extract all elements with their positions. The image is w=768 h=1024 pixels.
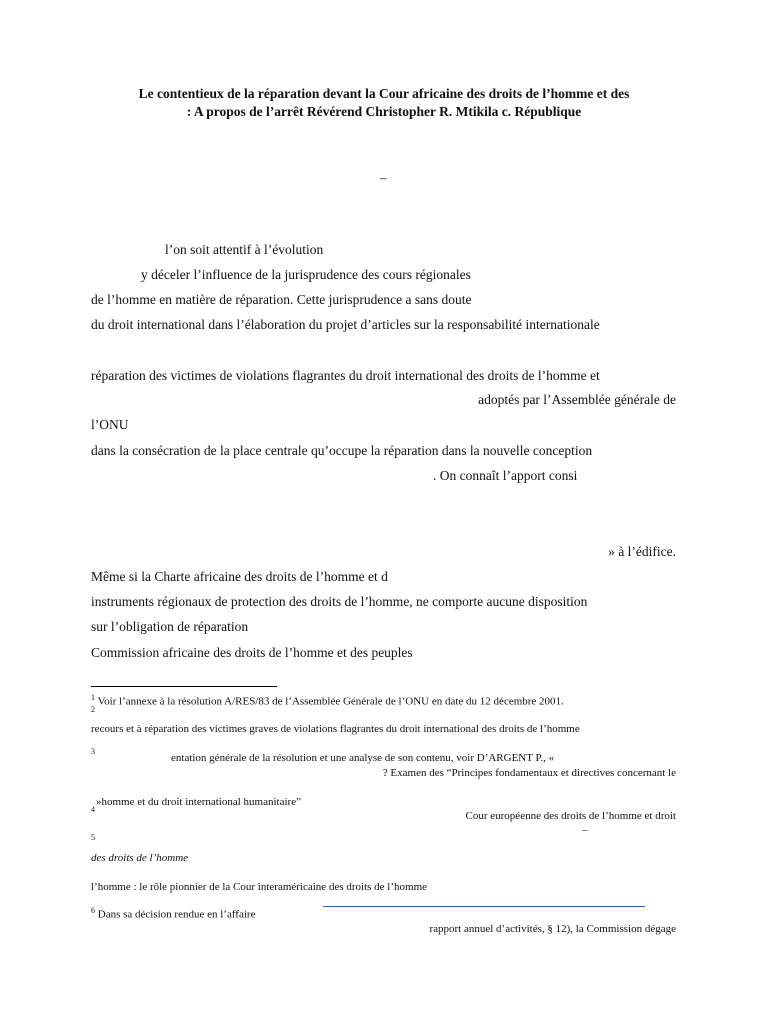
footnote-6-mark: 6 xyxy=(91,906,95,915)
footnote-6 xyxy=(91,907,255,922)
body-line-5: réparation des victimes de violations flagrantes du droit international des droits de l’homme et xyxy=(91,368,600,383)
body-line-1: l’on soit attentif à l’évolution xyxy=(165,242,324,257)
footnote-6-text-b: rapport annuel d’activités, § 12), la Commission dégage xyxy=(429,923,676,935)
body-line-7: l’ONU xyxy=(91,417,129,432)
footnote-1-text: Voir l’annexe à la résolution A/RES/83 de l’Assemblée Générale de l’ONU en date du 12 décembre 2001. xyxy=(97,695,564,708)
body-line-6: adoptés par l’Assemblée générale de xyxy=(478,392,676,407)
footnote-4-text: Cour européenne des droits de l’homme et droit xyxy=(465,810,676,822)
footnote-5-text-b: l’homme : le rôle pionnier de la Cour interaméricaine des droits de l’homme xyxy=(91,881,428,893)
footnote-6-text-a: Dans sa décision rendue en l’affaire xyxy=(97,908,256,921)
body-line-2: y déceler l’influence de la jurisprudence des cours régionales xyxy=(141,267,471,282)
footnote-4-mark: 4 xyxy=(91,805,95,814)
body-line-8: dans la consécration de la place centrale qu’occupe la réparation dans la nouvelle conception xyxy=(91,443,593,458)
footnote-3-text-b: ? Examen des “Principes fondamentaux et directives concernant le xyxy=(382,767,676,779)
footnote-4-dash: – xyxy=(582,824,588,836)
author-dash: – xyxy=(380,170,387,185)
body-line-4: du droit international dans l’élaboration du projet d’articles sur la responsabilité internationale xyxy=(91,317,600,332)
body-line-14: Commission africaine des droits de l’homme et des peuples xyxy=(91,645,413,660)
document-title-line-2: : A propos de l’arrêt Révérend Christopher R. Mtikila c. République xyxy=(186,104,582,119)
footnote-2-mark: 2 xyxy=(91,705,95,714)
body-line-13: sur l’obligation de réparation xyxy=(91,619,249,634)
footnote-2-text: recours et à réparation des victimes graves de violations flagrantes du droit international des droits de l’homme xyxy=(91,723,580,735)
footnote-5-mark: 5 xyxy=(91,833,95,842)
body-line-10: » à l’édifice. xyxy=(608,544,676,559)
footnote-1-mark: 1 xyxy=(91,693,95,702)
footnote-separator xyxy=(91,686,277,687)
footnote-5-text-a: des droits de l’homme xyxy=(91,852,189,864)
footnote-6-link-underline xyxy=(323,906,645,907)
body-line-3: de l’homme en matière de réparation. Cette jurisprudence a sans doute xyxy=(91,292,472,307)
footnote-3-mark: 3 xyxy=(91,747,95,756)
body-line-12: instruments régionaux de protection des droits de l’homme, ne comporte aucune disposition xyxy=(91,594,588,609)
body-line-11: Même si la Charte africaine des droits de l’homme et d xyxy=(91,569,388,584)
body-line-9: . On connaît l’apport consi xyxy=(433,468,578,483)
footnote-3-text-a: entation générale de la résolution et une analyse de son contenu, voir D’ARGENT P., « xyxy=(171,752,555,764)
document-title-line-1: Le contentieux de la réparation devant la Cour africaine des droits de l’homme et des xyxy=(138,86,630,101)
footnote-3-text-c: »homme et du droit international humanitaire” xyxy=(96,796,301,808)
footnote-1 xyxy=(91,694,564,709)
